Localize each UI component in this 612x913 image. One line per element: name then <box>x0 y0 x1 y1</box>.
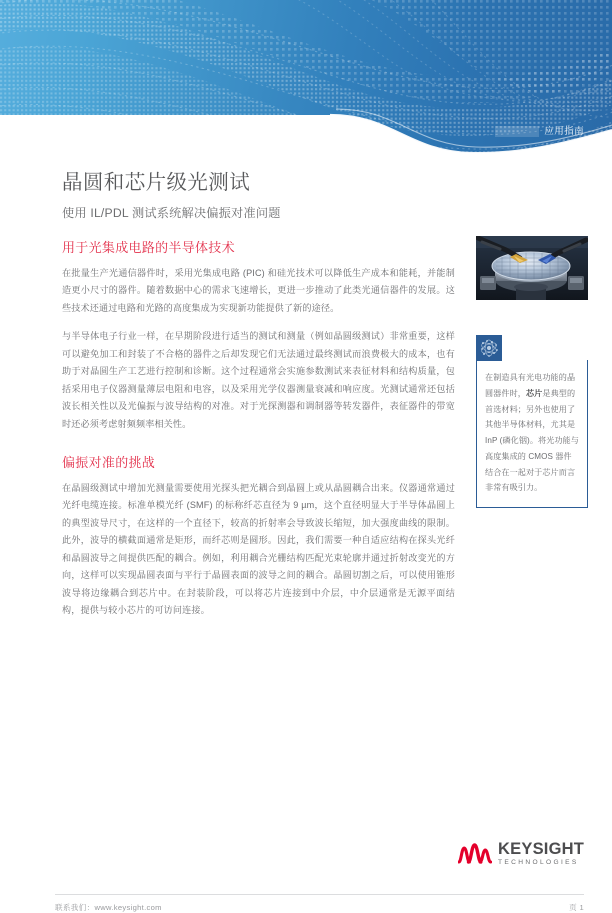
keysight-wordmark <box>498 841 584 866</box>
callout-text-container <box>476 360 588 508</box>
logo-tagline: TECHNOLOGIES <box>498 858 579 866</box>
wafer-probe-station-photo <box>476 236 588 300</box>
page-subtitle: 使用 IL/PDL 测试系统解决偏振对准问题 <box>62 205 281 220</box>
keysight-logo <box>458 841 584 866</box>
main-content-column <box>62 240 455 630</box>
logo-name: KEYSIGHT <box>498 840 584 858</box>
badge-label: 应用指南 <box>544 125 584 137</box>
paragraph: 在批量生产光通信器件时，采用光集成电路 (PIC) 和硅光技术可以降低生产成本和能耗，并能制造更小尺寸的器件。随着数据中心的需求飞速增长，更进一步推动了此类光通信器件的发展。这些技术还通过电路和光路的高度集成为实现新功能提供了新的途径。 <box>62 267 455 313</box>
header-banner <box>0 0 612 158</box>
callout-box <box>476 335 588 508</box>
footer-page-number: 页 1 <box>569 903 584 912</box>
callout-text-before: 在制造具有光电功能的晶圆器件时， <box>485 373 576 398</box>
title-block <box>62 170 462 221</box>
section-heading-semiconductor-tech: 用于光集成电路的半导体技术 <box>62 240 235 255</box>
right-rail <box>476 236 588 508</box>
page-footer <box>55 894 584 913</box>
footer-contact[interactable]: 联系我们：www.keysight.com <box>55 903 162 912</box>
keysight-wave-mark <box>458 843 492 864</box>
page-title: 晶圆和芯片级光测试 <box>62 171 251 194</box>
wafer-pattern-icon <box>476 335 502 361</box>
paragraph: 在晶圆级测试中增加光测量需要使用光探头把光耦合到晶圆上或从晶圆耦合出来。仪器通常通过光纤电缆连接。标准单模光纤 (SMF) 的标称纤芯直径为 9 µm，这个直径明显大于半导体晶圆上的典型波导尺寸，在这样的一个直径下，较高的折射率会导致波长缩短，加大强度曲线的限制。此外，波导的横截面通常是矩形，而纤芯则是圆形。因此，我们需要一种自适应结构在探头光纤和晶圆波导之间提供匹配的耦合。例如，利用耦合光栅结构匹配光束轮廓并通过折射改变光的方向，这样可以实现晶圆表面与平行于晶圆表面的波导之间的耦合。晶圆切割之后，可以使用锥形波导将边缘耦合到芯片中。在封装阶段，可以将芯片连接到中介层，中介层通常是无源平面结构，提供与较小芯片的可访问连接。 <box>62 482 455 616</box>
callout-text <box>485 370 579 496</box>
paragraph: 与半导体电子行业一样，在早期阶段进行适当的测试和测量（例如晶圆级测试）非常重要，这样可以避免加工和封装了不合格的器件之后却发现它们无法通过最终测试而浪费极大的成本，也有助于对晶圆生产工艺进行控制和诊断。这个过程通常会实施参数测试来表征材料和结构质量，包括采用电子仪器测量薄层电阻和电容，以及采用光学仪器测量衰减和响应度。光测试通常还包括波长相关性以及光偏振与波导结构的对准。对于光探测器和调制器等转发器件，表征器件的带宽时还必须考虑射频频率相关性。 <box>62 331 455 429</box>
application-note-badge <box>495 126 584 137</box>
section-heading-polarization-challenge: 偏振对准的挑战 <box>62 454 156 470</box>
callout-text-emphasis: 芯片 <box>525 388 543 398</box>
badge-accent-bar <box>495 126 539 137</box>
callout-text-after: 是典型的首选材料；另外也使用了其他半导体材料，尤其是 InP (磷化铟)。将光功能与高度集成的 CMOS 器件结合在一起对于芯片而言非常有吸引力。 <box>485 388 579 493</box>
